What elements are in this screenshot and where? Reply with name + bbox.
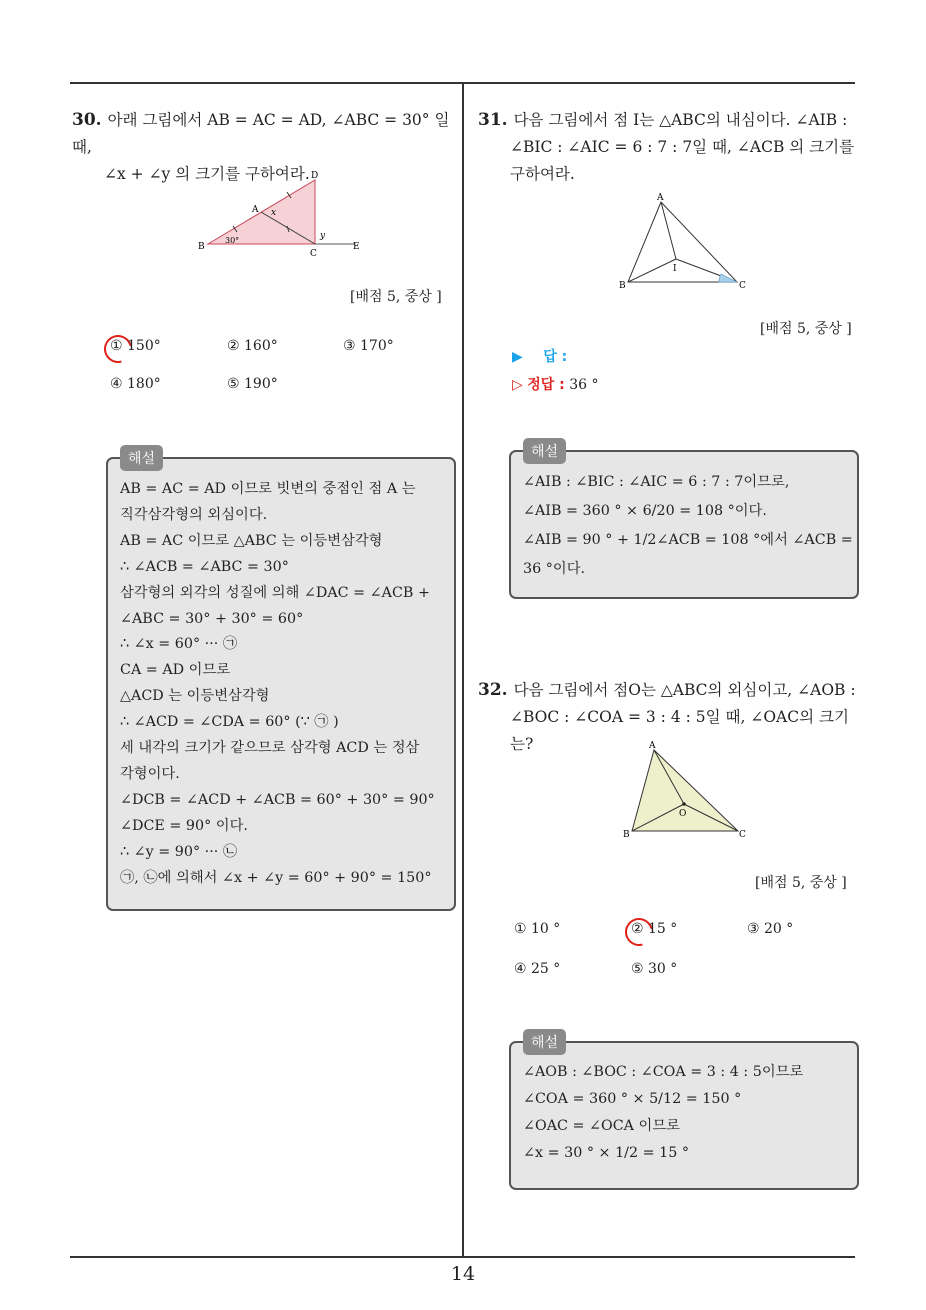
choice-2[interactable]: ② 15 ° [631, 921, 678, 937]
q31-solution-box [509, 444, 859, 599]
question-31-line3: 구하여라. [510, 165, 575, 183]
solution-line: ∠COA = 360 ° × 5/12 = 150 ° [523, 1091, 742, 1107]
choice-4[interactable]: ④ 180° [110, 376, 161, 392]
q31-answer-line [512, 346, 567, 366]
correct-label: 정답 : [527, 377, 565, 393]
solution-line: CA = AD 이므로 [120, 662, 231, 679]
label-x: x [271, 208, 277, 218]
choice-1[interactable]: ① 10 ° [514, 921, 561, 937]
solution-line: ∠OAC = ∠OCA 이므로 [523, 1118, 680, 1134]
solution-tag: 해설 [120, 445, 163, 471]
q30-choices [110, 338, 450, 398]
q30-solution-box [106, 451, 456, 911]
solution-line: 세 내각의 크기가 같으므로 삼각형 ACD 는 정삼 [120, 740, 420, 757]
solution-line: ∠DCB = ∠ACD + ∠ACB = 60° + 30° = 90° [120, 791, 435, 808]
question-number: 32. [478, 680, 508, 700]
q32-choices [514, 921, 854, 981]
choice-2[interactable]: ② 160° [227, 338, 278, 354]
label-30: 30° [225, 236, 240, 245]
q32-score: [배점 5, 중상 ] [755, 875, 847, 891]
correct-value: 36 ° [569, 377, 599, 393]
solution-line: ∠DCE = 90° 이다. [120, 817, 248, 834]
choice-3[interactable]: ③ 170° [343, 338, 394, 354]
question-number: 30. [72, 110, 102, 130]
question-31-line2: ∠BIC : ∠AIC = 6 : 7 : 7일 때, ∠ACB 의 크기를 [510, 138, 855, 156]
q32-figure [615, 738, 755, 843]
solution-line: 36 °이다. [523, 561, 586, 577]
question-31-line1: 31. 다음 그림에서 점 I는 △ABC의 내심이다. ∠AIB : [478, 110, 848, 130]
outline-triangle-icon: ▷ [512, 377, 523, 393]
play-triangle-icon: ▶ [512, 349, 523, 365]
q30-figure [195, 170, 365, 260]
solution-line: AB = AC 이므로 △ABC 는 이등변삼각형 [120, 532, 383, 549]
solution-tag: 해설 [523, 438, 566, 464]
label-c: C [310, 249, 317, 259]
label-b: B [619, 281, 626, 291]
solution-line: 삼각형의 외각의 성질에 의해 ∠DAC = ∠ACB + [120, 584, 430, 601]
question-number: 31. [478, 110, 508, 130]
solution-line: △ACD 는 이등변삼각형 [120, 688, 270, 705]
solution-body [523, 468, 853, 584]
column-divider [462, 82, 464, 1257]
label-b: B [198, 242, 205, 252]
bottom-rule [70, 1256, 855, 1258]
solution-line: ∴ ∠x = 60° ··· ㉠ [120, 636, 238, 653]
choice-5[interactable]: ⑤ 30 ° [631, 961, 678, 977]
solution-line: 직각삼각형의 외심이다. [120, 506, 268, 523]
label-b: B [623, 830, 630, 840]
choice-1[interactable]: ① 150° [110, 338, 161, 354]
solution-body [523, 1059, 847, 1167]
solution-line: 각형이다. [120, 765, 180, 782]
solution-line: ∠x = 30 ° × 1/2 = 15 ° [523, 1145, 690, 1161]
label-c: C [739, 281, 746, 291]
solution-line: ∠AIB = 360 ° × 6/20 = 108 °이다. [523, 503, 767, 519]
angle-acb-arc [719, 274, 737, 282]
question-32-line1: 32. 다음 그림에서 점O는 △ABC의 외심이고, ∠AOB : [478, 680, 856, 700]
triangle-abc [628, 202, 737, 282]
choice-5[interactable]: ⑤ 190° [227, 376, 278, 392]
page-number: 14 [450, 1263, 476, 1285]
answer-label: 답 : [543, 349, 568, 365]
solution-line: ∠AIB : ∠BIC : ∠AIC = 6 : 7 : 7이므로, [523, 474, 790, 490]
label-y: y [320, 231, 326, 241]
question-30-line1: 30. 아래 그림에서 AB = AC = AD, ∠ABC = 30° 일 때, [72, 110, 450, 156]
label-o: O [679, 809, 687, 819]
solution-tag: 해설 [523, 1029, 566, 1055]
solution-line: ∴ ∠ACB = ∠ABC = 30° [120, 558, 289, 575]
solution-body [120, 477, 444, 892]
point-o [682, 802, 686, 806]
solution-line: ∠ABC = 30° + 30° = 60° [120, 610, 304, 627]
q31-figure [615, 190, 755, 295]
q31-correct-line [512, 374, 598, 394]
question-32-line2: ∠BOC : ∠COA = 3 : 4 : 5일 때, ∠OAC의 크기는? [510, 708, 849, 753]
label-e: E [353, 242, 360, 252]
solution-line: ∴ ∠ACD = ∠CDA = 60° (∵ ㉠ ) [120, 714, 339, 731]
label-a: A [252, 205, 259, 215]
solution-line: ㉠, ㉡에 의해서 ∠x + ∠y = 60° + 90° = 150° [120, 869, 432, 886]
solution-line: ∴ ∠y = 90° ··· ㉡ [120, 843, 238, 860]
q32-solution-box [509, 1035, 859, 1190]
label-c: C [739, 830, 746, 840]
choice-3[interactable]: ③ 20 ° [747, 921, 794, 937]
label-a: A [649, 741, 656, 751]
solution-line: AB = AC = AD 이므로 빗변의 중점인 점 A 는 [120, 481, 416, 497]
solution-line: ∠AIB = 90 ° + 1/2∠ACB = 108 °에서 ∠ACB = [523, 532, 853, 548]
solution-line: ∠AOB : ∠BOC : ∠COA = 3 : 4 : 5이므로 [523, 1064, 804, 1080]
choice-4[interactable]: ④ 25 ° [514, 961, 561, 977]
label-a: A [657, 193, 664, 203]
label-d: D [311, 171, 319, 181]
question-30-line2: ∠x + ∠y 의 크기를 구하여라. [104, 165, 310, 183]
question-31 [478, 107, 863, 188]
q30-score: [배점 5, 중상 ] [350, 289, 442, 305]
segment-bi [628, 259, 676, 282]
label-i: I [673, 264, 677, 274]
q31-score: [배점 5, 중상 ] [760, 321, 852, 337]
